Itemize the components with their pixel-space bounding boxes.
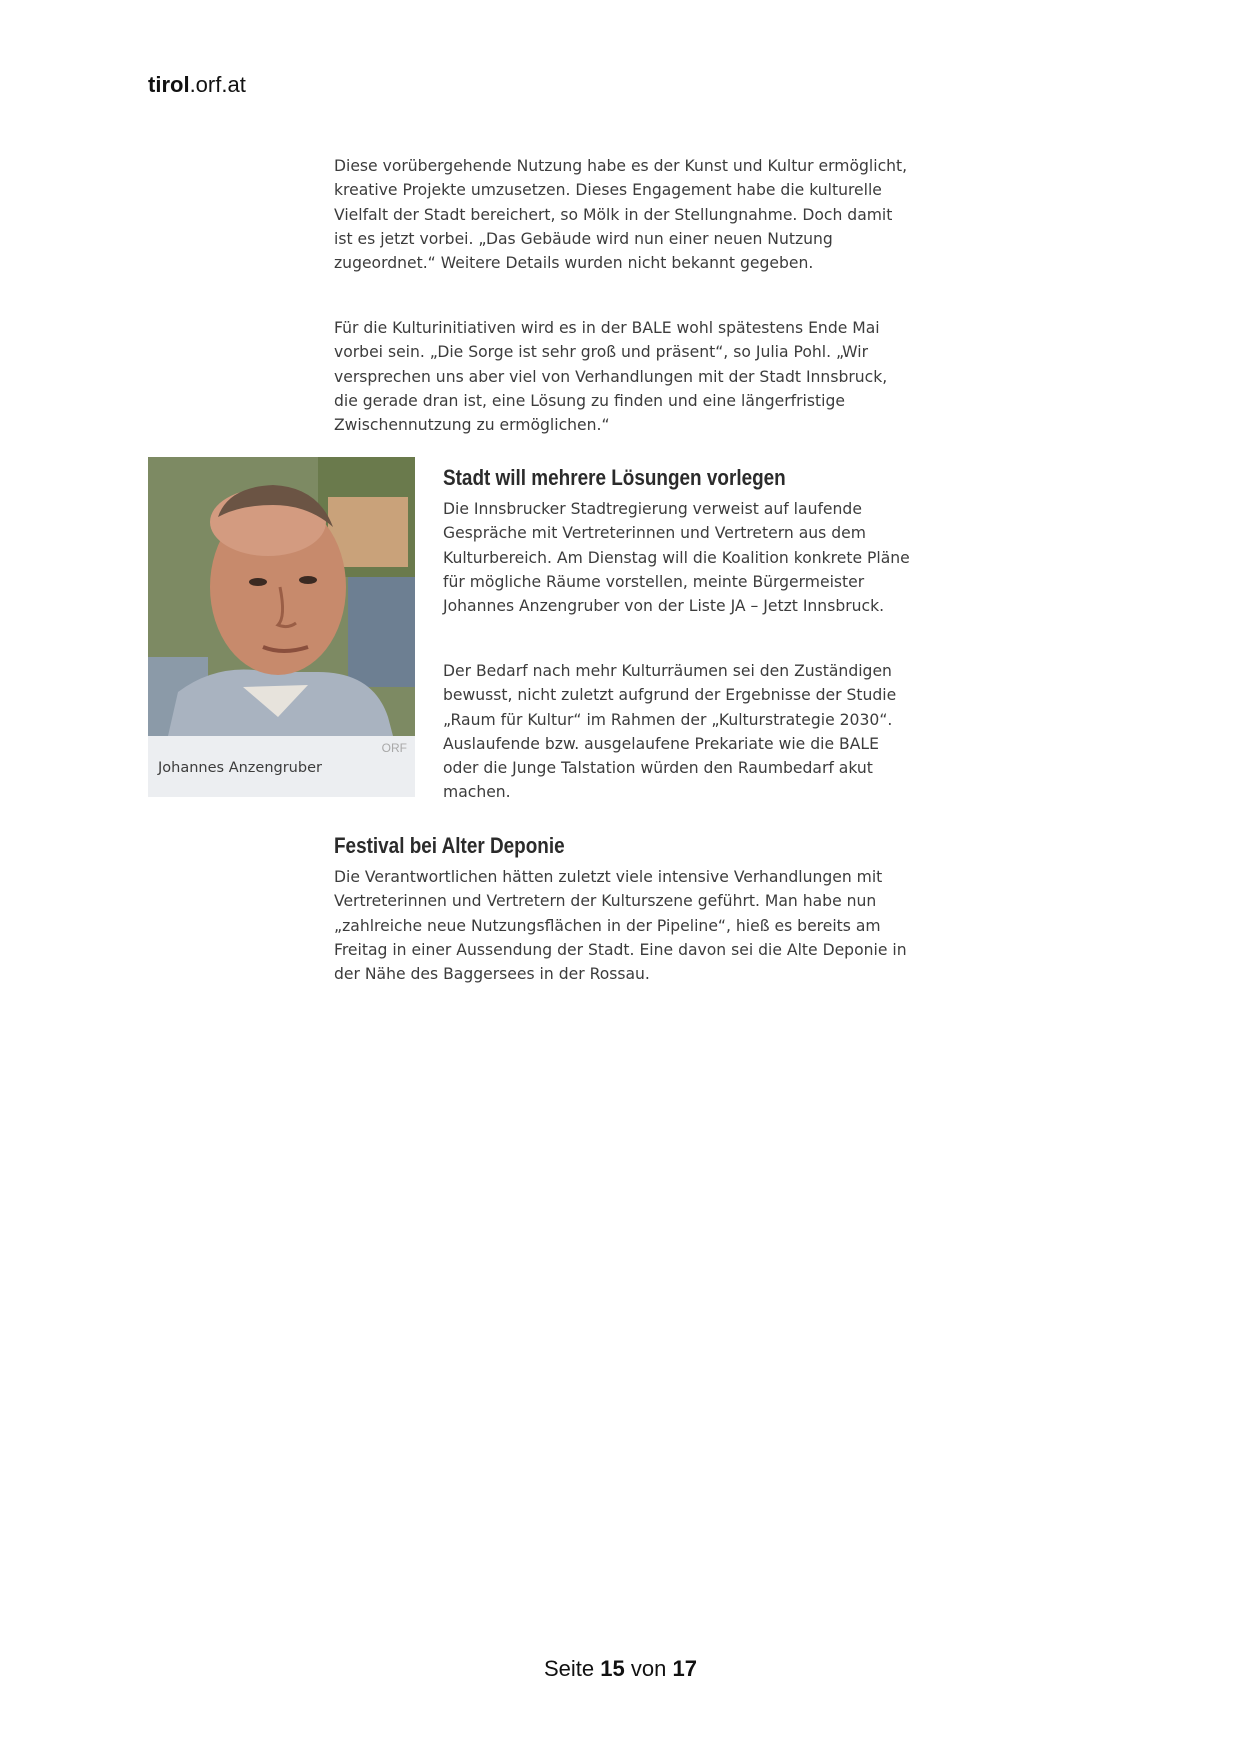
section-heading-2: Festival bei Alter Deponie bbox=[334, 833, 565, 858]
page-middle: von bbox=[630, 1656, 667, 1681]
page-total: 17 bbox=[672, 1656, 697, 1681]
article-paragraph-1: Diese vorübergehende Nutzung habe es der Kunst und Kultur ermöglicht, kreative Projekte umzusetzen. Dieses Engagement habe die kulturelle Vielfalt der Stadt bereichert, so Mölk in der Stellungnahme. Doch damit ist es jetzt vorbei. „Das Gebäude wird nun einer neuen Nutzung zugeordnet.“ Weitere Details wurden nicht bekannt gegeben. bbox=[334, 157, 908, 273]
photo-caption: Johannes Anzengruber bbox=[158, 760, 322, 776]
article-paragraph-5: Die Verantwortlichen hätten zuletzt viele intensive Verhandlungen mit Vertreterinnen und Vertretern der Kulturszene geführt. Man habe nun „zahlreiche neue Nutzungsflächen in der Pipeline“, hieß es bereits am Freitag in einer Aussendung der Stadt. Eine davon sei die Alte Deponie in der Nähe des Baggersees in der Rossau. bbox=[334, 868, 907, 984]
site-logo bbox=[148, 72, 246, 98]
photo-credit: ORF bbox=[381, 741, 407, 755]
article-paragraph-4: Der Bedarf nach mehr Kulturräumen sei den Zuständigen bewusst, nicht zuletzt aufgrund der Ergebnisse der Studie „Raum für Kultur“ im Rahmen der „Kulturstrategie 2030“. Auslaufende bzw. ausgelaufene Prekariate wie die BALE oder die Junge Talstation würden den Raumbedarf akut machen. bbox=[443, 662, 897, 802]
article-paragraph-3: Die Innsbrucker Stadtregierung verweist auf laufende Gespräche mit Vertreterinnen und Vertretern aus dem Kulturbereich. Am Dienstag will die Koalition konkrete Pläne für mögliche Räume vorstellen, meinte Bürgermeister Johannes Anzengruber von der Liste JA – Jetzt Innsbruck. bbox=[443, 500, 910, 616]
page-prefix: Seite bbox=[544, 1656, 595, 1681]
article-figure bbox=[148, 457, 415, 797]
site-logo-rest: .orf.at bbox=[189, 72, 246, 97]
page-number bbox=[0, 1656, 1241, 1682]
article-paragraph-2: Für die Kulturinitiativen wird es in der BALE wohl spätestens Ende Mai vorbei sein. „Die Sorge ist sehr groß und präsent“, so Julia Pohl. „Wir versprechen uns aber viel von Verhandlungen mit der Stadt Innsbruck, die gerade dran ist, eine Lösung zu finden und eine längerfristige Zwischennutzung zu ermöglichen.“ bbox=[334, 319, 888, 435]
page-current: 15 bbox=[600, 1656, 625, 1681]
portrait-photo bbox=[148, 457, 415, 736]
site-logo-bold: tirol bbox=[148, 72, 190, 97]
section-heading-1: Stadt will mehrere Lösungen vorlegen bbox=[443, 465, 786, 490]
